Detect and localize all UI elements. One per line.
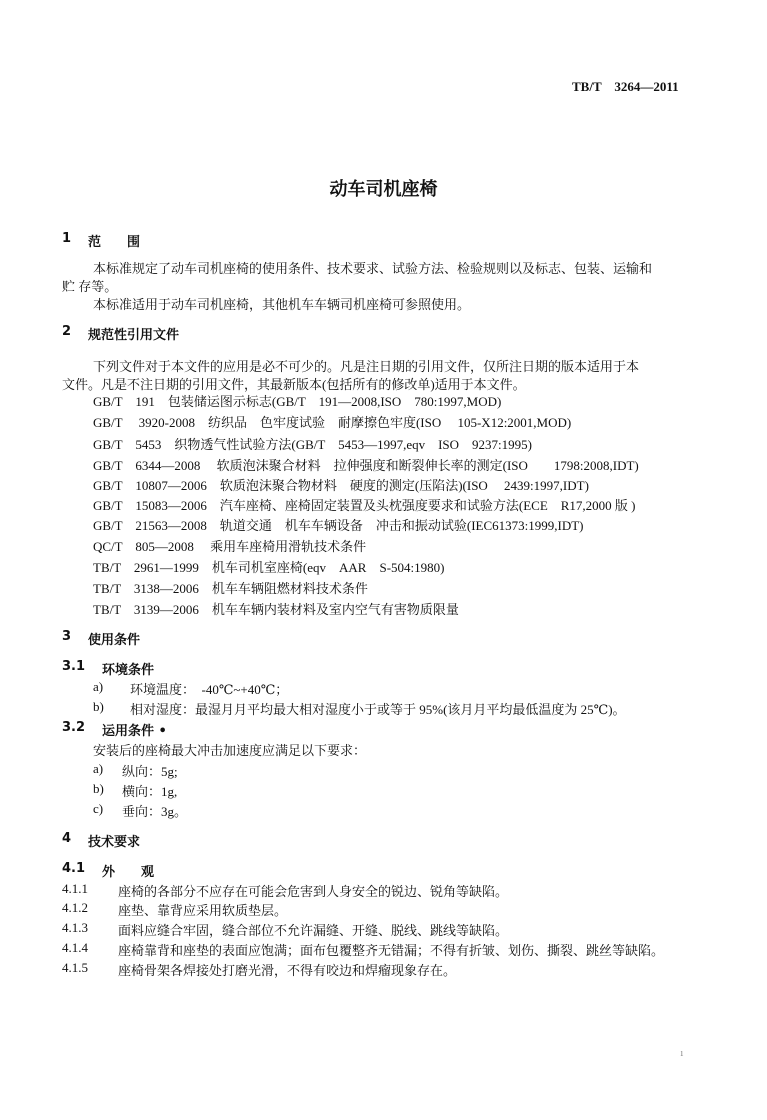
section-1-paragraph-1: 本标准规定了动车司机座椅的使用条件、技术要求、试验方法、检验规则以及标志、包装、运输和 [93, 261, 653, 276]
document-title: 动车司机座椅 [329, 179, 438, 200]
list-item: 纵向：5g; [122, 764, 178, 779]
reference-item: TB/T 3138—2006 机车车辆阻燃材料技术条件 [93, 581, 368, 596]
reference-item: GB/T 191 包装储运图示标志(GB/T 191—2008,ISO 780:1997,MOD) [93, 394, 502, 409]
section-2-paragraph-cont: 文件。凡是不注日期的引用文件，其最新版本(包括所有的修改单)适用于本文件。 [62, 377, 526, 392]
list-label: c) [93, 801, 104, 816]
clause-number: 4.1.1 [62, 881, 88, 896]
document-number: TB/T 3264—2011 [572, 79, 679, 94]
subsection-3-2-number: 3.2 [62, 720, 86, 735]
subsection-3-1-number: 3.1 [62, 659, 86, 674]
section-4-number: 4 [62, 831, 72, 846]
clause-text: 座椅靠背和座垫的表面应饱满；面布包覆整齐无错漏；不得有折皱、划伤、撕裂、跳丝等缺陷。 [118, 943, 665, 958]
list-label: b) [93, 699, 104, 714]
list-label: b) [93, 781, 104, 796]
reference-item: GB/T 15083—2006 汽车座椅、座椅固定装置及头枕强度要求和试验方法(ECE R17,2000 版 ) [93, 498, 636, 513]
subsection-3-1-title: 环境条件 [102, 663, 155, 678]
section-1-paragraph-1-cont: 贮 存等。 [62, 279, 118, 294]
reference-item: GB/T 3920-2008 纺织品 色牢度试验 耐摩擦色牢度(ISO 105-X12:2001,MOD) [93, 415, 572, 430]
section-3-number: 3 [62, 629, 72, 644]
section-3-title: 使用条件 [88, 633, 141, 648]
section-1-number: 1 [62, 231, 72, 246]
list-label: a) [93, 679, 104, 694]
section-2-title: 规范性引用文件 [88, 328, 180, 343]
reference-item: TB/T 2961—1999 机车司机室座椅(eqv AAR S-504:1980) [93, 560, 445, 575]
clause-text: 座椅的各部分不应存在可能会危害到人身安全的锐边、锐角等缺陷。 [118, 884, 509, 899]
page-number: 1 [680, 1050, 684, 1058]
reference-item: GB/T 6344—2008 软质泡沫聚合材料 拉伸强度和断裂伸长率的测定(ISO 1798:2008,IDT) [93, 458, 639, 473]
clause-text: 座垫、靠背应采用软质垫层。 [118, 903, 288, 918]
clause-number: 4.1.2 [62, 900, 88, 915]
clause-number: 4.1.3 [62, 920, 88, 935]
reference-item: GB/T 21563—2008 轨道交通 机车车辆设备 冲击和振动试验(IEC61373:1999,IDT) [93, 518, 584, 533]
subsection-4-1-title: 外 观 [102, 865, 155, 880]
list-item: 环境温度： -40℃~+40℃； [130, 682, 289, 697]
list-item: 横向：1g, [122, 784, 178, 799]
list-item: 相对湿度：最湿月月平均最大相对湿度小于或等于 95%(该月月平均最低温度为 25℃)。 [130, 702, 626, 717]
subsection-3-2-title: 运用条件 • [102, 724, 167, 739]
clause-number: 4.1.4 [62, 940, 88, 955]
clause-text: 座椅骨架各焊接处打磨光滑，不得有咬边和焊瘤现象存在。 [118, 963, 457, 978]
subsection-4-1-number: 4.1 [62, 861, 86, 876]
clause-number: 4.1.5 [62, 960, 88, 975]
reference-item: QC/T 805—2008 乘用车座椅用滑轨技术条件 [93, 539, 367, 554]
section-1-title: 范 围 [88, 235, 141, 250]
list-label: a) [93, 761, 104, 776]
section-3-2-paragraph: 安装后的座椅最大冲击加速度应满足以下要求： [93, 743, 367, 758]
clause-text: 面料应缝合牢固，缝合部位不允许漏缝、开缝、脱线、跳线等缺陷。 [118, 923, 509, 938]
reference-item: GB/T 5453 织物透气性试验方法(GB/T 5453—1997,eqv ISO 9237:1995) [93, 437, 532, 452]
reference-item: TB/T 3139—2006 机车车辆内装材料及室内空气有害物质限量 [93, 602, 459, 617]
section-2-paragraph: 下列文件对于本文件的应用是必不可少的。凡是注日期的引用文件，仅所注日期的版本适用于本 [93, 359, 640, 374]
list-item: 垂向：3g。 [122, 804, 188, 819]
section-1-paragraph-2: 本标准适用于动车司机座椅，其他机车车辆司机座椅可参照使用。 [93, 297, 471, 312]
section-4-title: 技术要求 [88, 835, 141, 850]
section-2-number: 2 [62, 324, 72, 339]
reference-item: GB/T 10807—2006 软质泡沫聚合物材料 硬度的测定(压陷法)(ISO 2439:1997,IDT) [93, 478, 589, 493]
